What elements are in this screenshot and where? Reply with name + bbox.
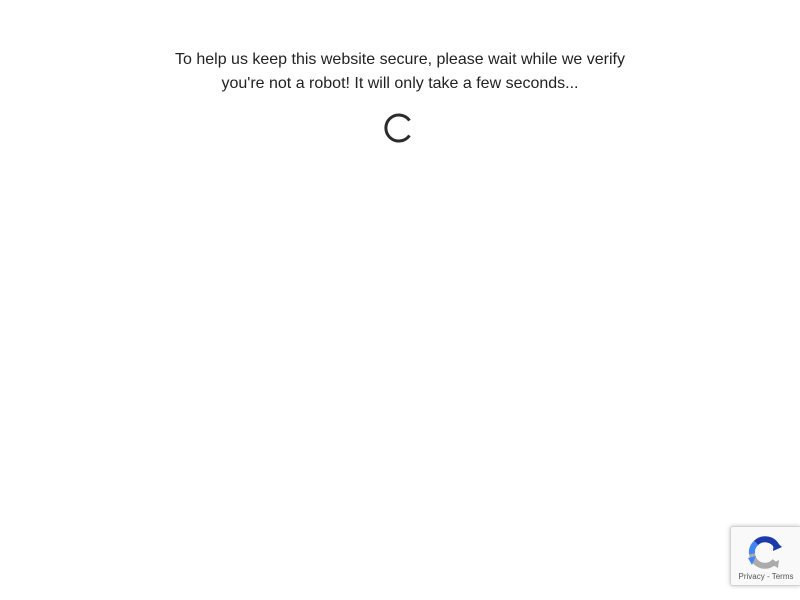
recaptcha-terms-link[interactable]: Terms (771, 572, 794, 581)
recaptcha-privacy-link[interactable]: Privacy (738, 572, 765, 581)
verification-message-line-2: you're not a robot! It will only take a few seconds... (221, 75, 579, 92)
verification-message (150, 48, 650, 96)
recaptcha-logo-icon (747, 534, 783, 570)
recaptcha-links (731, 572, 800, 582)
loading-spinner-icon (383, 112, 415, 144)
recaptcha-link-separator: - (766, 572, 770, 581)
verification-message-line-1: To help us keep this website secure, please wait while we verify (175, 51, 625, 68)
recaptcha-badge[interactable] (730, 526, 800, 586)
